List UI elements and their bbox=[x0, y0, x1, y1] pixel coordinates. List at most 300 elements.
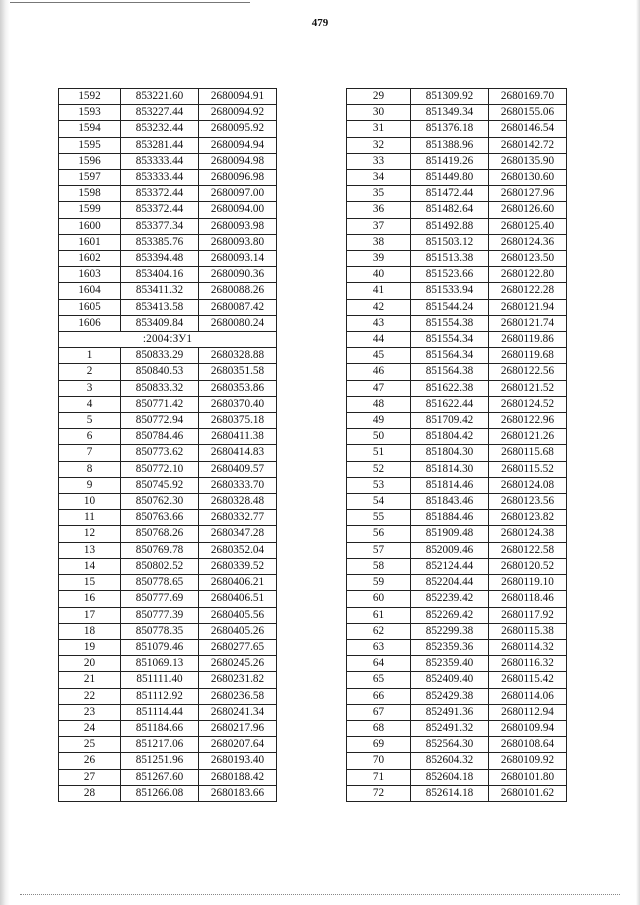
y-coordinate-cell: 2680405.26 bbox=[199, 623, 277, 639]
point-number-cell: 9 bbox=[59, 477, 121, 493]
table-row bbox=[347, 607, 567, 623]
x-coordinate-cell: 852429.38 bbox=[411, 688, 489, 704]
table-row bbox=[347, 299, 567, 315]
point-number-cell: 31 bbox=[347, 121, 411, 137]
x-coordinate-cell: 852564.30 bbox=[411, 737, 489, 753]
y-coordinate-cell: 2680406.51 bbox=[199, 591, 277, 607]
table-row bbox=[59, 267, 277, 283]
table-row bbox=[347, 234, 567, 250]
y-coordinate-cell: 2680121.26 bbox=[489, 429, 567, 445]
y-coordinate-cell: 2680088.26 bbox=[199, 283, 277, 299]
table-row bbox=[59, 494, 277, 510]
x-coordinate-cell: 852604.32 bbox=[411, 753, 489, 769]
y-coordinate-cell: 2680231.82 bbox=[199, 672, 277, 688]
table-row bbox=[347, 445, 567, 461]
y-coordinate-cell: 2680123.50 bbox=[489, 251, 567, 267]
table-row bbox=[347, 251, 567, 267]
point-number-cell: 57 bbox=[347, 542, 411, 558]
table-row bbox=[347, 591, 567, 607]
point-number-cell: 1 bbox=[59, 348, 121, 364]
y-coordinate-cell: 2680241.34 bbox=[199, 704, 277, 720]
table-row bbox=[59, 575, 277, 591]
table-row bbox=[347, 656, 567, 672]
x-coordinate-cell: 852239.42 bbox=[411, 591, 489, 607]
scan-shadow-left bbox=[0, 0, 10, 905]
point-number-cell: 63 bbox=[347, 639, 411, 655]
x-coordinate-cell: 853281.44 bbox=[121, 137, 199, 153]
y-coordinate-cell: 2680115.38 bbox=[489, 623, 567, 639]
x-coordinate-cell: 850768.26 bbox=[121, 526, 199, 542]
x-coordinate-cell: 850772.94 bbox=[121, 413, 199, 429]
point-number-cell: 59 bbox=[347, 575, 411, 591]
x-coordinate-cell: 853372.44 bbox=[121, 186, 199, 202]
section-row bbox=[59, 332, 277, 348]
point-number-cell: 1603 bbox=[59, 267, 121, 283]
y-coordinate-cell: 2680122.96 bbox=[489, 413, 567, 429]
table-row bbox=[59, 251, 277, 267]
table-row bbox=[347, 396, 567, 412]
table-row bbox=[59, 170, 277, 186]
table-row bbox=[59, 688, 277, 704]
x-coordinate-cell: 851554.38 bbox=[411, 315, 489, 331]
y-coordinate-cell: 2680093.80 bbox=[199, 234, 277, 250]
table-row bbox=[347, 364, 567, 380]
x-coordinate-cell: 851388.96 bbox=[411, 137, 489, 153]
x-coordinate-cell: 851449.80 bbox=[411, 170, 489, 186]
table-row bbox=[347, 348, 567, 364]
point-number-cell: 1605 bbox=[59, 299, 121, 315]
y-coordinate-cell: 2680122.56 bbox=[489, 364, 567, 380]
y-coordinate-cell: 2680118.46 bbox=[489, 591, 567, 607]
y-coordinate-cell: 2680094.98 bbox=[199, 153, 277, 169]
y-coordinate-cell: 2680414.83 bbox=[199, 445, 277, 461]
y-coordinate-cell: 2680125.40 bbox=[489, 218, 567, 234]
table-row bbox=[59, 105, 277, 121]
point-number-cell: 36 bbox=[347, 202, 411, 218]
y-coordinate-cell: 2680094.94 bbox=[199, 137, 277, 153]
table-row bbox=[59, 186, 277, 202]
point-number-cell: 8 bbox=[59, 461, 121, 477]
y-coordinate-cell: 2680217.96 bbox=[199, 720, 277, 736]
x-coordinate-cell: 850772.10 bbox=[121, 461, 199, 477]
x-coordinate-cell: 850778.35 bbox=[121, 623, 199, 639]
point-number-cell: 58 bbox=[347, 558, 411, 574]
y-coordinate-cell: 2680121.94 bbox=[489, 299, 567, 315]
point-number-cell: 15 bbox=[59, 575, 121, 591]
table-row bbox=[347, 623, 567, 639]
y-coordinate-cell: 2680332.77 bbox=[199, 510, 277, 526]
table-row bbox=[347, 332, 567, 348]
x-coordinate-cell: 851814.46 bbox=[411, 477, 489, 493]
table-row bbox=[347, 494, 567, 510]
y-coordinate-cell: 2680155.06 bbox=[489, 105, 567, 121]
point-number-cell: 69 bbox=[347, 737, 411, 753]
x-coordinate-cell: 850778.65 bbox=[121, 575, 199, 591]
point-number-cell: 48 bbox=[347, 396, 411, 412]
table-row bbox=[59, 89, 277, 105]
x-coordinate-cell: 851482.64 bbox=[411, 202, 489, 218]
table-row bbox=[59, 234, 277, 250]
coordinates-table-left-body bbox=[59, 89, 277, 802]
point-number-cell: 37 bbox=[347, 218, 411, 234]
point-number-cell: 6 bbox=[59, 429, 121, 445]
table-row bbox=[347, 315, 567, 331]
x-coordinate-cell: 851266.08 bbox=[121, 785, 199, 801]
section-label: :2004:ЗУ1 bbox=[59, 332, 277, 348]
y-coordinate-cell: 2680277.65 bbox=[199, 639, 277, 655]
x-coordinate-cell: 851709.42 bbox=[411, 413, 489, 429]
x-coordinate-cell: 851884.46 bbox=[411, 510, 489, 526]
point-number-cell: 34 bbox=[347, 170, 411, 186]
top-rule bbox=[10, 2, 250, 3]
point-number-cell: 19 bbox=[59, 639, 121, 655]
x-coordinate-cell: 851267.60 bbox=[121, 769, 199, 785]
y-coordinate-cell: 2680114.06 bbox=[489, 688, 567, 704]
y-coordinate-cell: 2680146.54 bbox=[489, 121, 567, 137]
y-coordinate-cell: 2680122.58 bbox=[489, 542, 567, 558]
table-row bbox=[347, 753, 567, 769]
y-coordinate-cell: 2680123.56 bbox=[489, 494, 567, 510]
point-number-cell: 22 bbox=[59, 688, 121, 704]
y-coordinate-cell: 2680109.94 bbox=[489, 720, 567, 736]
point-number-cell: 23 bbox=[59, 704, 121, 720]
point-number-cell: 46 bbox=[347, 364, 411, 380]
point-number-cell: 20 bbox=[59, 656, 121, 672]
y-coordinate-cell: 2680124.08 bbox=[489, 477, 567, 493]
y-coordinate-cell: 2680087.42 bbox=[199, 299, 277, 315]
x-coordinate-cell: 853377.34 bbox=[121, 218, 199, 234]
y-coordinate-cell: 2680328.48 bbox=[199, 494, 277, 510]
y-coordinate-cell: 2680375.18 bbox=[199, 413, 277, 429]
x-coordinate-cell: 851472.44 bbox=[411, 186, 489, 202]
table-row bbox=[59, 510, 277, 526]
table-row bbox=[347, 218, 567, 234]
point-number-cell: 14 bbox=[59, 558, 121, 574]
table-row bbox=[347, 639, 567, 655]
y-coordinate-cell: 2680119.68 bbox=[489, 348, 567, 364]
point-number-cell: 42 bbox=[347, 299, 411, 315]
point-number-cell: 51 bbox=[347, 445, 411, 461]
x-coordinate-cell: 853372.44 bbox=[121, 202, 199, 218]
table-row bbox=[347, 267, 567, 283]
x-coordinate-cell: 853333.44 bbox=[121, 170, 199, 186]
table-row bbox=[347, 153, 567, 169]
point-number-cell: 44 bbox=[347, 332, 411, 348]
y-coordinate-cell: 2680411.38 bbox=[199, 429, 277, 445]
x-coordinate-cell: 853221.60 bbox=[121, 89, 199, 105]
x-coordinate-cell: 853411.32 bbox=[121, 283, 199, 299]
table-row bbox=[59, 315, 277, 331]
point-number-cell: 11 bbox=[59, 510, 121, 526]
point-number-cell: 1599 bbox=[59, 202, 121, 218]
x-coordinate-cell: 853409.84 bbox=[121, 315, 199, 331]
x-coordinate-cell: 852604.18 bbox=[411, 769, 489, 785]
y-coordinate-cell: 2680093.14 bbox=[199, 251, 277, 267]
x-coordinate-cell: 850840.53 bbox=[121, 364, 199, 380]
y-coordinate-cell: 2680115.52 bbox=[489, 461, 567, 477]
y-coordinate-cell: 2680122.28 bbox=[489, 283, 567, 299]
point-number-cell: 1598 bbox=[59, 186, 121, 202]
point-number-cell: 32 bbox=[347, 137, 411, 153]
table-row bbox=[347, 170, 567, 186]
x-coordinate-cell: 852269.42 bbox=[411, 607, 489, 623]
y-coordinate-cell: 2680115.68 bbox=[489, 445, 567, 461]
table-row bbox=[59, 153, 277, 169]
point-number-cell: 24 bbox=[59, 720, 121, 736]
table-row bbox=[347, 202, 567, 218]
table-row bbox=[347, 105, 567, 121]
table-row bbox=[347, 542, 567, 558]
table-row bbox=[347, 121, 567, 137]
point-number-cell: 1593 bbox=[59, 105, 121, 121]
point-number-cell: 66 bbox=[347, 688, 411, 704]
table-row bbox=[59, 396, 277, 412]
table-row bbox=[59, 429, 277, 445]
x-coordinate-cell: 851843.46 bbox=[411, 494, 489, 510]
table-row bbox=[59, 461, 277, 477]
y-coordinate-cell: 2680347.28 bbox=[199, 526, 277, 542]
page-number: 479 bbox=[311, 17, 329, 29]
point-number-cell: 43 bbox=[347, 315, 411, 331]
table-row bbox=[59, 348, 277, 364]
y-coordinate-cell: 2680339.52 bbox=[199, 558, 277, 574]
x-coordinate-cell: 851622.38 bbox=[411, 380, 489, 396]
table-row bbox=[59, 720, 277, 736]
x-coordinate-cell: 851114.44 bbox=[121, 704, 199, 720]
table-row bbox=[59, 413, 277, 429]
point-number-cell: 1606 bbox=[59, 315, 121, 331]
x-coordinate-cell: 852614.18 bbox=[411, 785, 489, 801]
table-row bbox=[347, 704, 567, 720]
point-number-cell: 64 bbox=[347, 656, 411, 672]
table-row bbox=[347, 413, 567, 429]
x-coordinate-cell: 850745.92 bbox=[121, 477, 199, 493]
y-coordinate-cell: 2680352.04 bbox=[199, 542, 277, 558]
coordinates-table-left bbox=[58, 88, 277, 802]
y-coordinate-cell: 2680328.88 bbox=[199, 348, 277, 364]
table-row bbox=[347, 526, 567, 542]
table-row bbox=[347, 785, 567, 801]
x-coordinate-cell: 850771.42 bbox=[121, 396, 199, 412]
y-coordinate-cell: 2680193.40 bbox=[199, 753, 277, 769]
y-coordinate-cell: 2680112.94 bbox=[489, 704, 567, 720]
y-coordinate-cell: 2680096.98 bbox=[199, 170, 277, 186]
x-coordinate-cell: 851184.66 bbox=[121, 720, 199, 736]
x-coordinate-cell: 850777.69 bbox=[121, 591, 199, 607]
y-coordinate-cell: 2680183.66 bbox=[199, 785, 277, 801]
point-number-cell: 27 bbox=[59, 769, 121, 785]
point-number-cell: 1604 bbox=[59, 283, 121, 299]
x-coordinate-cell: 851492.88 bbox=[411, 218, 489, 234]
x-coordinate-cell: 853232.44 bbox=[121, 121, 199, 137]
y-coordinate-cell: 2680097.00 bbox=[199, 186, 277, 202]
coordinates-table-right-body bbox=[347, 89, 567, 802]
point-number-cell: 13 bbox=[59, 542, 121, 558]
point-number-cell: 17 bbox=[59, 607, 121, 623]
x-coordinate-cell: 851309.92 bbox=[411, 89, 489, 105]
table-row bbox=[59, 445, 277, 461]
x-coordinate-cell: 851111.40 bbox=[121, 672, 199, 688]
point-number-cell: 40 bbox=[347, 267, 411, 283]
y-coordinate-cell: 2680123.82 bbox=[489, 510, 567, 526]
x-coordinate-cell: 851554.34 bbox=[411, 332, 489, 348]
x-coordinate-cell: 853394.48 bbox=[121, 251, 199, 267]
x-coordinate-cell: 851804.30 bbox=[411, 445, 489, 461]
x-coordinate-cell: 851217.06 bbox=[121, 737, 199, 753]
point-number-cell: 1600 bbox=[59, 218, 121, 234]
table-row bbox=[59, 672, 277, 688]
point-number-cell: 53 bbox=[347, 477, 411, 493]
y-coordinate-cell: 2680109.92 bbox=[489, 753, 567, 769]
table-row bbox=[59, 769, 277, 785]
x-coordinate-cell: 851814.30 bbox=[411, 461, 489, 477]
x-coordinate-cell: 851564.38 bbox=[411, 364, 489, 380]
point-number-cell: 60 bbox=[347, 591, 411, 607]
point-number-cell: 1597 bbox=[59, 170, 121, 186]
x-coordinate-cell: 853385.76 bbox=[121, 234, 199, 250]
point-number-cell: 1601 bbox=[59, 234, 121, 250]
table-row bbox=[347, 575, 567, 591]
y-coordinate-cell: 2680169.70 bbox=[489, 89, 567, 105]
y-coordinate-cell: 2680124.38 bbox=[489, 526, 567, 542]
point-number-cell: 1592 bbox=[59, 89, 121, 105]
x-coordinate-cell: 850833.32 bbox=[121, 380, 199, 396]
table-row bbox=[59, 364, 277, 380]
x-coordinate-cell: 850784.46 bbox=[121, 429, 199, 445]
x-coordinate-cell: 852409.40 bbox=[411, 672, 489, 688]
point-number-cell: 39 bbox=[347, 251, 411, 267]
x-coordinate-cell: 850773.62 bbox=[121, 445, 199, 461]
x-coordinate-cell: 853333.44 bbox=[121, 153, 199, 169]
point-number-cell: 67 bbox=[347, 704, 411, 720]
x-coordinate-cell: 853227.44 bbox=[121, 105, 199, 121]
y-coordinate-cell: 2680095.92 bbox=[199, 121, 277, 137]
table-row bbox=[59, 526, 277, 542]
y-coordinate-cell: 2680124.52 bbox=[489, 396, 567, 412]
x-coordinate-cell: 852299.38 bbox=[411, 623, 489, 639]
x-coordinate-cell: 852491.32 bbox=[411, 720, 489, 736]
x-coordinate-cell: 850833.29 bbox=[121, 348, 199, 364]
y-coordinate-cell: 2680351.58 bbox=[199, 364, 277, 380]
point-number-cell: 47 bbox=[347, 380, 411, 396]
x-coordinate-cell: 850762.30 bbox=[121, 494, 199, 510]
table-row bbox=[59, 623, 277, 639]
point-number-cell: 16 bbox=[59, 591, 121, 607]
table-row bbox=[59, 704, 277, 720]
point-number-cell: 3 bbox=[59, 380, 121, 396]
x-coordinate-cell: 851069.13 bbox=[121, 656, 199, 672]
x-coordinate-cell: 851804.42 bbox=[411, 429, 489, 445]
point-number-cell: 72 bbox=[347, 785, 411, 801]
x-coordinate-cell: 852204.44 bbox=[411, 575, 489, 591]
point-number-cell: 29 bbox=[347, 89, 411, 105]
table-row bbox=[59, 380, 277, 396]
point-number-cell: 4 bbox=[59, 396, 121, 412]
point-number-cell: 52 bbox=[347, 461, 411, 477]
y-coordinate-cell: 2680333.70 bbox=[199, 477, 277, 493]
y-coordinate-cell: 2680116.32 bbox=[489, 656, 567, 672]
y-coordinate-cell: 2680094.00 bbox=[199, 202, 277, 218]
x-coordinate-cell: 853404.16 bbox=[121, 267, 199, 283]
y-coordinate-cell: 2680406.21 bbox=[199, 575, 277, 591]
point-number-cell: 1596 bbox=[59, 153, 121, 169]
point-number-cell: 5 bbox=[59, 413, 121, 429]
y-coordinate-cell: 2680121.52 bbox=[489, 380, 567, 396]
point-number-cell: 49 bbox=[347, 413, 411, 429]
y-coordinate-cell: 2680124.36 bbox=[489, 234, 567, 250]
table-row bbox=[347, 688, 567, 704]
table-row bbox=[347, 186, 567, 202]
coordinates-table-right bbox=[346, 88, 567, 802]
scan-shadow-right bbox=[636, 0, 640, 905]
x-coordinate-cell: 851533.94 bbox=[411, 283, 489, 299]
table-row bbox=[59, 591, 277, 607]
point-number-cell: 61 bbox=[347, 607, 411, 623]
table-row bbox=[59, 283, 277, 299]
table-row bbox=[347, 380, 567, 396]
y-coordinate-cell: 2680188.42 bbox=[199, 769, 277, 785]
table-row bbox=[59, 607, 277, 623]
x-coordinate-cell: 851419.26 bbox=[411, 153, 489, 169]
point-number-cell: 62 bbox=[347, 623, 411, 639]
x-coordinate-cell: 852124.44 bbox=[411, 558, 489, 574]
y-coordinate-cell: 2680108.64 bbox=[489, 737, 567, 753]
table-row bbox=[59, 121, 277, 137]
x-coordinate-cell: 850802.52 bbox=[121, 558, 199, 574]
table-row bbox=[347, 283, 567, 299]
x-coordinate-cell: 851622.44 bbox=[411, 396, 489, 412]
point-number-cell: 18 bbox=[59, 623, 121, 639]
table-row bbox=[59, 542, 277, 558]
table-row bbox=[347, 737, 567, 753]
point-number-cell: 33 bbox=[347, 153, 411, 169]
y-coordinate-cell: 2680094.92 bbox=[199, 105, 277, 121]
y-coordinate-cell: 2680142.72 bbox=[489, 137, 567, 153]
point-number-cell: 68 bbox=[347, 720, 411, 736]
table-row bbox=[59, 753, 277, 769]
table-row bbox=[347, 510, 567, 526]
x-coordinate-cell: 851909.48 bbox=[411, 526, 489, 542]
y-coordinate-cell: 2680405.56 bbox=[199, 607, 277, 623]
y-coordinate-cell: 2680093.98 bbox=[199, 218, 277, 234]
y-coordinate-cell: 2680117.92 bbox=[489, 607, 567, 623]
point-number-cell: 45 bbox=[347, 348, 411, 364]
point-number-cell: 1594 bbox=[59, 121, 121, 137]
table-row bbox=[59, 558, 277, 574]
y-coordinate-cell: 2680127.96 bbox=[489, 186, 567, 202]
point-number-cell: 54 bbox=[347, 494, 411, 510]
x-coordinate-cell: 852359.40 bbox=[411, 656, 489, 672]
y-coordinate-cell: 2680370.40 bbox=[199, 396, 277, 412]
y-coordinate-cell: 2680122.80 bbox=[489, 267, 567, 283]
point-number-cell: 56 bbox=[347, 526, 411, 542]
y-coordinate-cell: 2680119.10 bbox=[489, 575, 567, 591]
x-coordinate-cell: 850777.39 bbox=[121, 607, 199, 623]
y-coordinate-cell: 2680245.26 bbox=[199, 656, 277, 672]
table-row bbox=[347, 137, 567, 153]
table-row bbox=[59, 137, 277, 153]
x-coordinate-cell: 851523.66 bbox=[411, 267, 489, 283]
point-number-cell: 7 bbox=[59, 445, 121, 461]
point-number-cell: 71 bbox=[347, 769, 411, 785]
y-coordinate-cell: 2680101.62 bbox=[489, 785, 567, 801]
y-coordinate-cell: 2680080.24 bbox=[199, 315, 277, 331]
table-row bbox=[347, 769, 567, 785]
point-number-cell: 21 bbox=[59, 672, 121, 688]
y-coordinate-cell: 2680121.74 bbox=[489, 315, 567, 331]
y-coordinate-cell: 2680094.91 bbox=[199, 89, 277, 105]
point-number-cell: 26 bbox=[59, 753, 121, 769]
